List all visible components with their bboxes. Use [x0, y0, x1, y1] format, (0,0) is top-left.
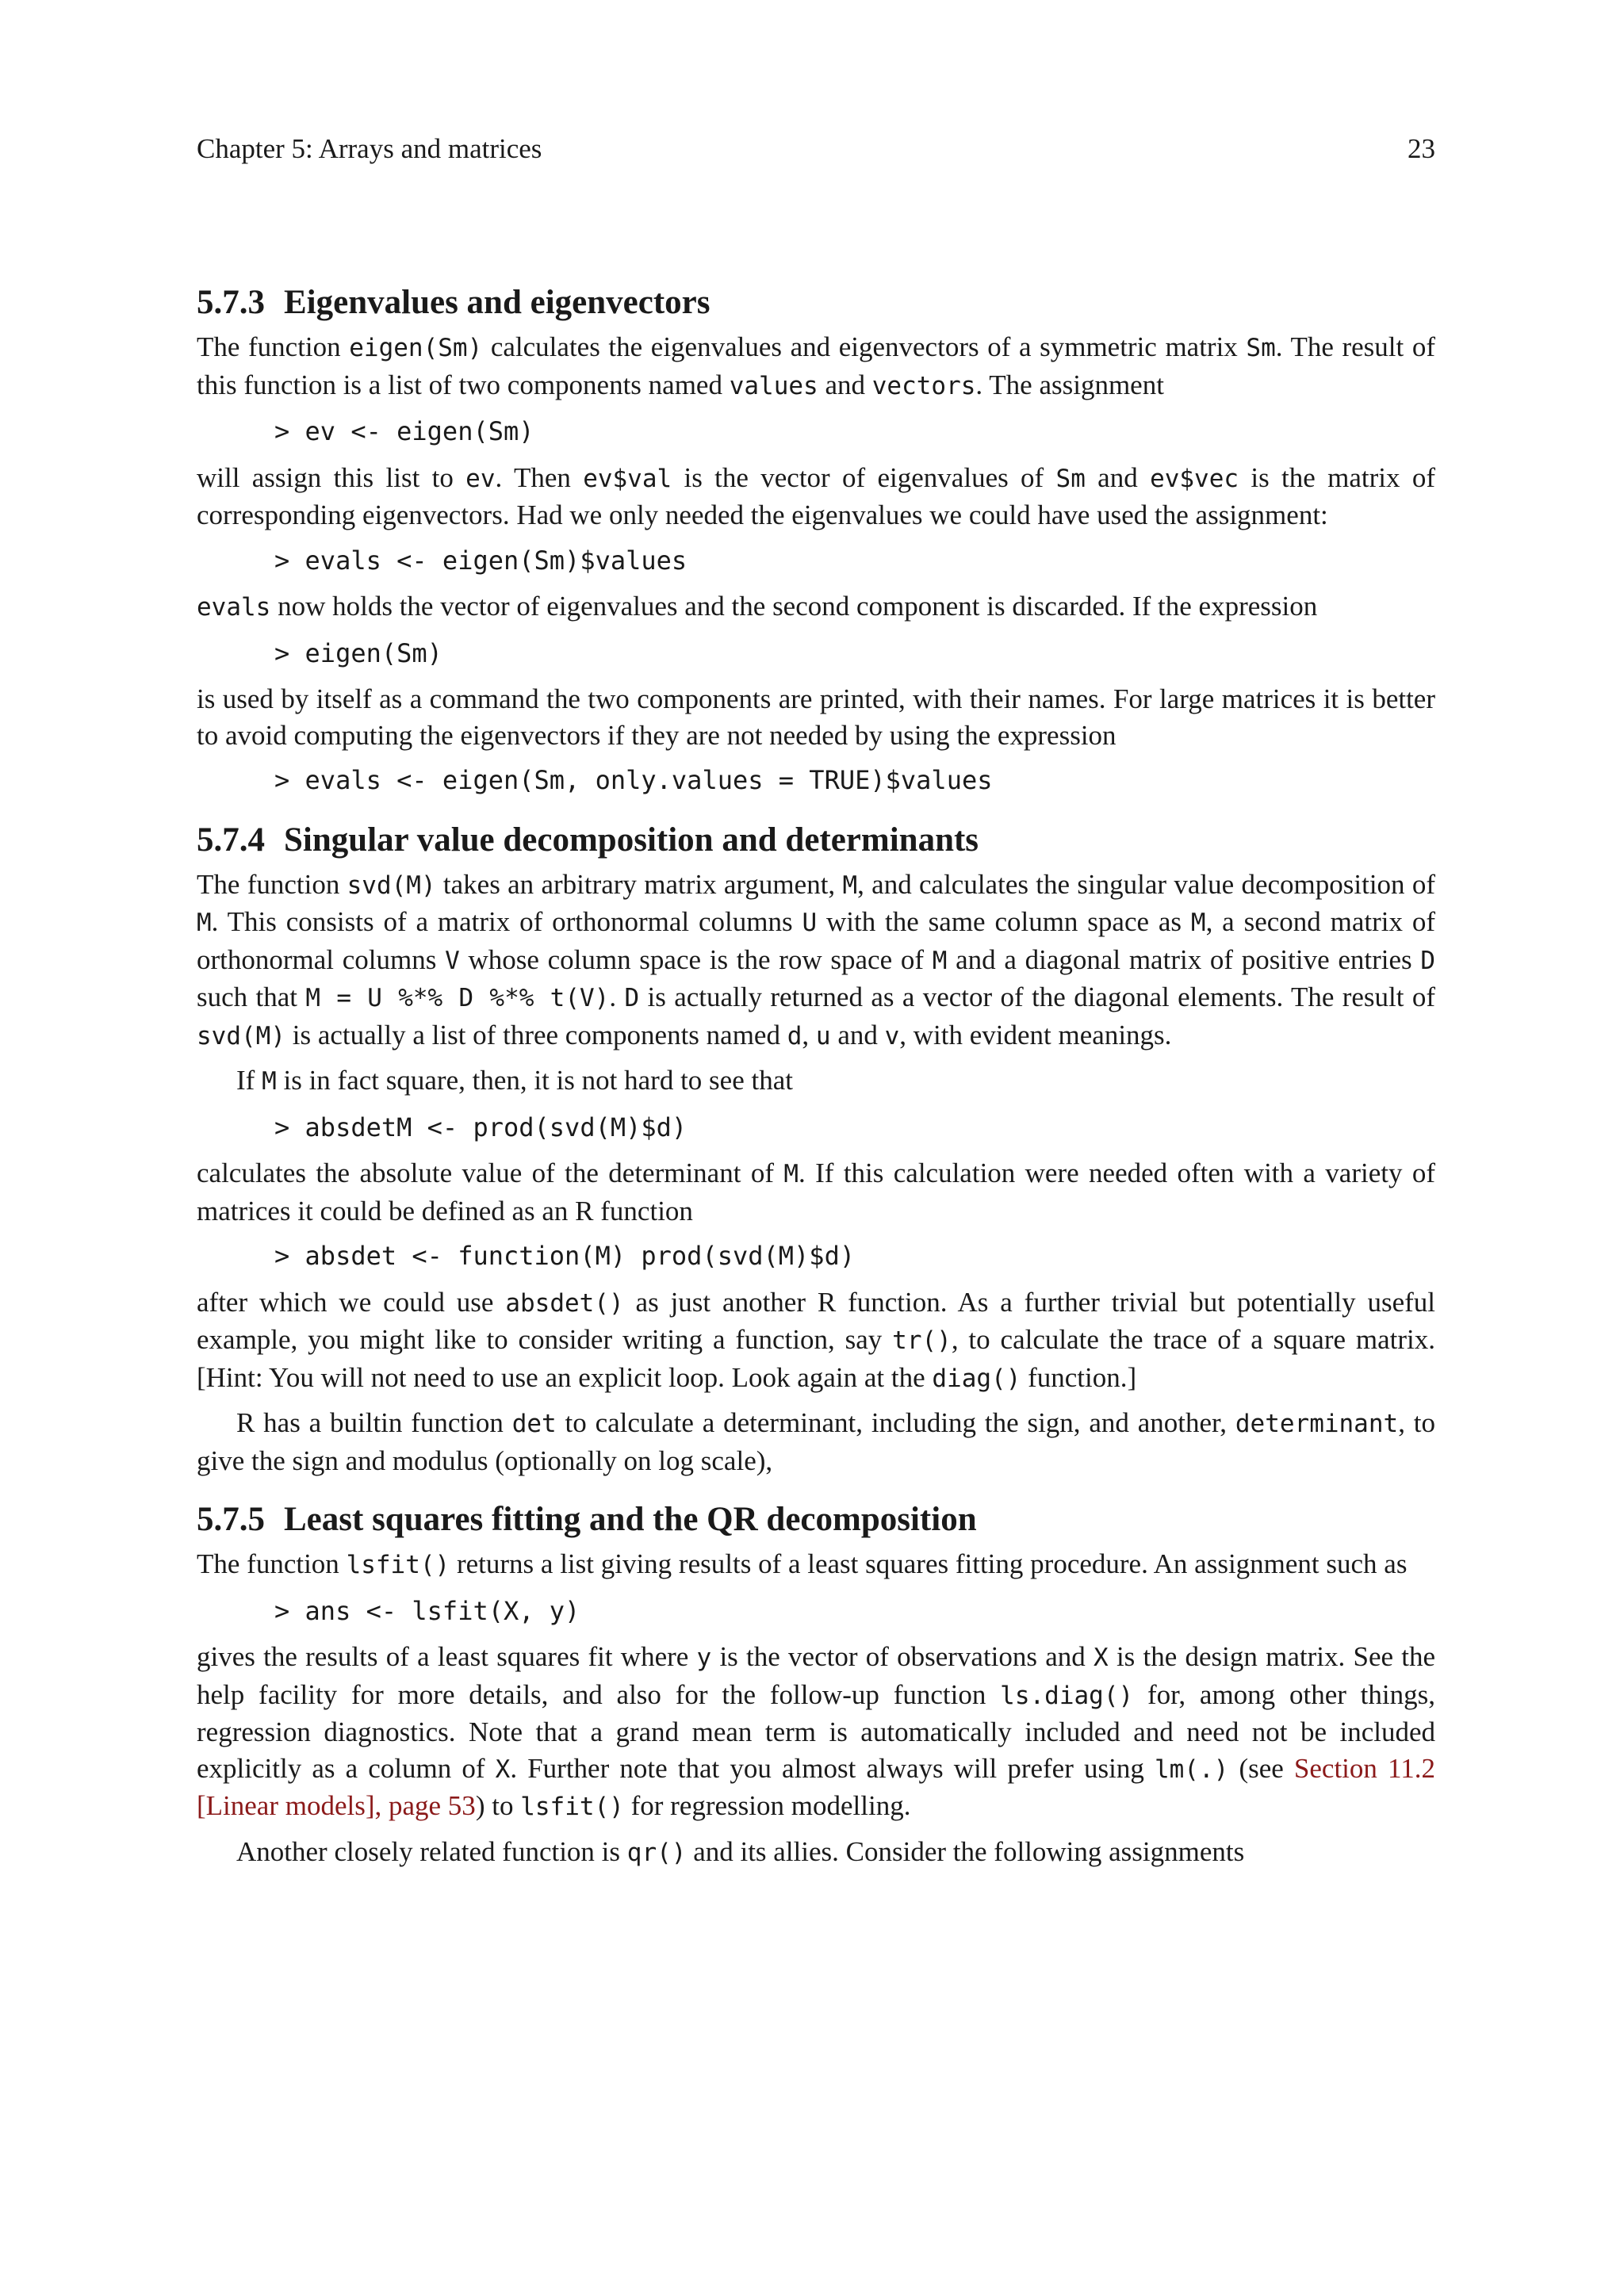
text-run: If: [236, 1065, 262, 1096]
paragraph: [197, 1546, 1435, 1584]
text-run: as just another R function. As a further trivial but potentially useful example, you might like to consider writing a function, say: [197, 1286, 1435, 1355]
text-run: ,: [802, 1019, 816, 1050]
text-run: The function: [197, 1548, 347, 1579]
text-run: is actually returned as a vector of the diagonal elements. The result of: [639, 982, 1436, 1012]
inline-code: D: [624, 984, 640, 1012]
text-run: calculates the eigenvalues and eigenvectors of a symmetric matrix: [482, 331, 1247, 362]
inline-code: diag(): [932, 1364, 1021, 1393]
text-run: . This consists of a matrix of orthonormal columns: [211, 906, 802, 937]
inline-code: u: [815, 1021, 831, 1050]
inline-code: X: [495, 1755, 511, 1784]
code-example: > absdet <- function(M) prod(svd(M)$d): [274, 1241, 856, 1271]
text-run: after which we could use: [197, 1286, 506, 1318]
inline-code: D: [1420, 946, 1435, 975]
text-run: The function: [197, 331, 350, 362]
text-run: . The assignment: [975, 369, 1164, 400]
cross-reference-link[interactable]: Section 11.2 [Linear models], page 53: [197, 1752, 1435, 1821]
text-run: gives the results of a least squares fit where: [197, 1641, 697, 1672]
text-run: is actually a list of three components named: [285, 1019, 787, 1050]
inline-code: Sm: [1246, 334, 1276, 362]
text-run: .: [609, 982, 625, 1012]
text-run: is the design matrix. See the help facility for more details, and also for the follow-up function: [197, 1641, 1436, 1710]
page-number: 23: [1408, 133, 1435, 164]
text-run: with the same column space as: [817, 906, 1191, 937]
inline-code: det: [511, 1410, 557, 1438]
text-run: whose column space is the row space of: [459, 943, 933, 975]
code-example: > ev <- eigen(Sm): [274, 416, 534, 446]
code-example: > eigen(Sm): [274, 637, 442, 668]
code-example: > evals <- eigen(Sm, only.values = TRUE)$values: [274, 765, 993, 795]
inline-code: qr(): [626, 1838, 687, 1867]
text-run: , a second matrix of orthonormal columns: [197, 906, 1435, 975]
text-run: . The result of this function is a list of two components named: [197, 331, 1435, 400]
code-example: > absdetM <- prod(svd(M)$d): [274, 1112, 688, 1142]
text-run: , to calculate the trace of a square matrix. [Hint: You will not need to use an explicit loop. Look again at the: [197, 1324, 1435, 1393]
inline-code: svd(M): [347, 871, 436, 900]
page-content: [197, 281, 1435, 1871]
text-run: and a diagonal matrix of positive entries: [947, 943, 1421, 975]
inline-code: values: [729, 371, 818, 400]
text-run: for, among other things, regression diagnostics. Note that a grand mean term is automatically included and need not be included explicitly as a column of: [197, 1678, 1436, 1784]
text-run: is the vector of eigenvalues of: [672, 461, 1056, 493]
paragraph: [197, 1405, 1435, 1479]
text-run: function.]: [1021, 1361, 1137, 1393]
inline-code: M: [197, 909, 212, 937]
text-run: . If this calculation were needed often with a variety of matrices it could be defined as an R function: [197, 1158, 1435, 1226]
inline-code: absdet(): [505, 1288, 624, 1318]
chapter-title: Chapter 5: Arrays and matrices: [197, 133, 542, 164]
inline-code: X: [1094, 1644, 1109, 1672]
inline-code: evals: [197, 593, 271, 622]
inline-code: lm(.): [1154, 1755, 1229, 1784]
code-example: > ans <- lsfit(X, y): [274, 1595, 580, 1626]
text-run: and: [830, 1019, 885, 1050]
text-run: , with evident meanings.: [899, 1019, 1172, 1050]
text-run: R has a builtin function: [236, 1407, 512, 1438]
inline-code: M: [932, 946, 948, 975]
section-heading-5-7-5: 5.7.5 Least squares fitting and the QR decomposition: [197, 1501, 977, 1538]
text-run: Another closely related function is: [236, 1835, 627, 1867]
text-run: now holds the vector of eigenvalues and the second component is discarded. If the expression: [270, 591, 1318, 622]
paragraph: [197, 867, 1435, 1055]
inline-code: V: [445, 946, 460, 975]
text-run: is the vector of observations and: [711, 1641, 1094, 1672]
paragraph: [197, 1834, 1435, 1872]
text-run: such that: [197, 982, 306, 1012]
inline-code: M: [1190, 909, 1206, 937]
inline-code: ls.diag(): [1000, 1681, 1134, 1710]
inline-code: d: [787, 1021, 802, 1050]
text-run: . Then: [495, 461, 584, 493]
section-heading-5-7-4: 5.7.4 Singular value decomposition and determinants: [197, 821, 979, 859]
inline-code: y: [696, 1644, 712, 1672]
running-header: [197, 132, 1435, 166]
paragraph: is used by itself as a command the two components are printed, with their names. For large matrices it is better to avoid computing the eigenvectors if they are not needed by using the expression: [197, 683, 1435, 751]
text-run: is the matrix of corresponding eigenvectors. Had we only needed the eigenvalues we could have used the assignment:: [197, 461, 1435, 530]
text-run: returns a list giving results of a least squares fitting procedure. An assignment such as: [450, 1548, 1408, 1579]
text-run: ) to: [475, 1790, 521, 1821]
text-run: The function: [197, 868, 347, 900]
text-run: and: [818, 369, 872, 400]
text-run: and: [1085, 461, 1151, 493]
text-run: calculates the absolute value of the determinant of: [197, 1158, 784, 1188]
text-run: takes an arbitrary matrix argument,: [435, 868, 843, 900]
inline-code: U: [802, 909, 818, 937]
text-run: will assign this list to: [197, 461, 466, 493]
text-run: . Further note that you almost always will prefer using: [510, 1752, 1155, 1784]
inline-code: M: [262, 1067, 277, 1096]
paragraph: [197, 1284, 1435, 1398]
inline-code: Sm: [1055, 464, 1086, 493]
code-example: > evals <- eigen(Sm)$values: [274, 545, 688, 576]
paragraph: [197, 1639, 1435, 1826]
paragraph: [197, 1062, 1435, 1100]
inline-code: determinant: [1235, 1410, 1399, 1438]
paragraph: [197, 588, 1435, 626]
text-run: is in fact square, then, it is not hard to see that: [276, 1065, 793, 1096]
inline-code: v: [884, 1021, 900, 1050]
inline-code: ev: [465, 464, 496, 493]
paragraph: [197, 1155, 1435, 1229]
inline-code: lsfit(): [346, 1551, 450, 1579]
inline-code: svd(M): [197, 1021, 285, 1050]
text-run: for regression modelling.: [623, 1790, 911, 1821]
inline-code: ev$vec: [1150, 464, 1239, 493]
text-run: , to give the sign and modulus (optionally on log scale),: [197, 1407, 1435, 1476]
paragraph: [197, 329, 1435, 404]
inline-code: vectors: [871, 371, 976, 400]
inline-code: lsfit(): [520, 1793, 624, 1821]
inline-code: M: [842, 871, 858, 900]
inline-code: eigen(Sm): [349, 334, 483, 362]
inline-code: ev$val: [583, 464, 672, 493]
inline-code: M: [783, 1160, 799, 1188]
text-run: and its allies. Consider the following assignments: [686, 1835, 1245, 1867]
text-run: , and calculates the singular value decomposition of: [857, 868, 1435, 900]
inline-code: M = U %*% D %*% t(V): [305, 984, 610, 1012]
inline-code: tr(): [892, 1326, 952, 1355]
section-heading-5-7-3: 5.7.3 Eigenvalues and eigenvectors: [197, 284, 710, 321]
paragraph: [197, 460, 1435, 534]
text-run: (see: [1228, 1752, 1294, 1784]
text-run: to calculate a determinant, including the sign, and another,: [556, 1407, 1235, 1438]
